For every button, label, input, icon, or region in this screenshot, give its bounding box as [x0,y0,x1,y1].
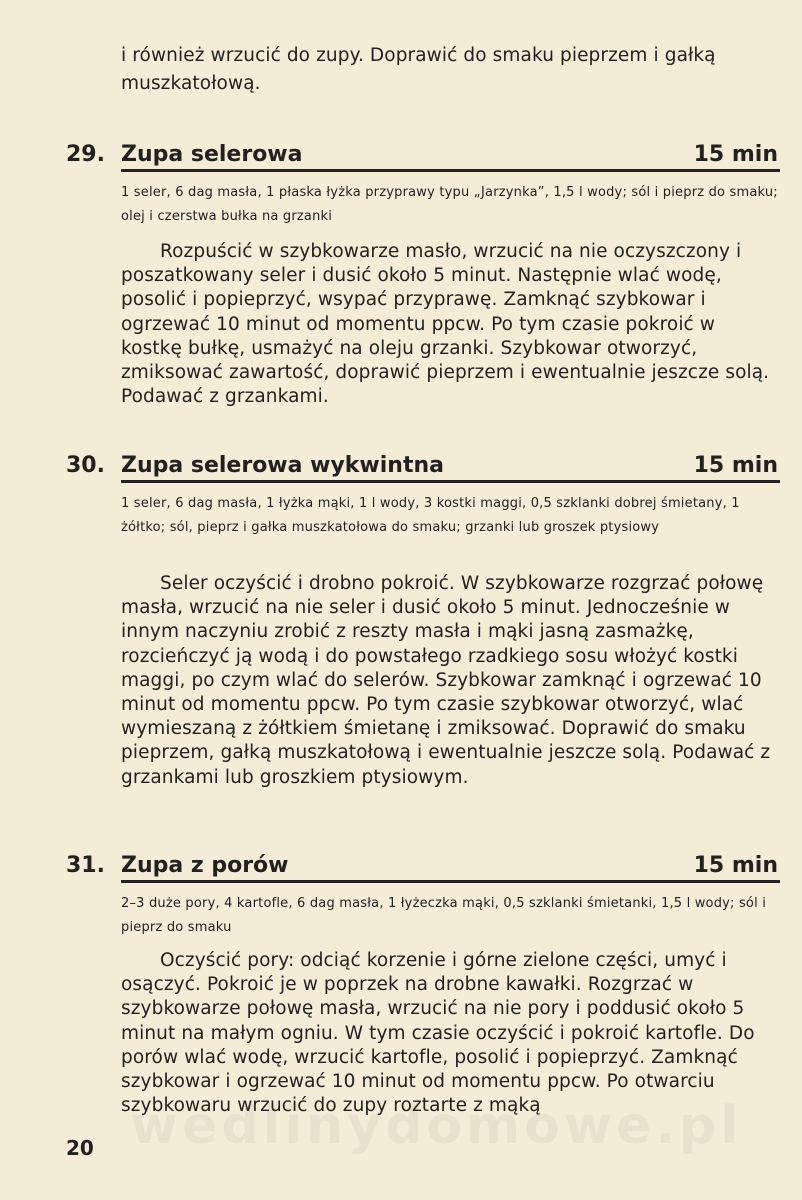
intro-text: i również wrzucić do zupy. Doprawić do smaku pieprzem i gałką muszkatołową. [121,45,716,94]
recipe-number: 29. [66,142,105,167]
title-underline [121,880,780,883]
recipe-number: 31. [66,853,105,878]
method-text: Rozpuścić w szybkowarze masło, wrzucić na nie oczyszczony i poszatkowany seler i dusić około 5 minut. Następnie wlać wodę, posolić i popieprzyć, wsypać przyprawę. Zamknąć szybkowar i ogrzewać 10 minut od momentu ppcw. Po tym czasie pokroić w kostkę bułkę, usmażyć na oleju grzanki. Szybkowar otworzyć, zmiksować zawartość, doprawić pieprzem i ewentualnie jeszcze solą. Podawać z grzankami. [121,241,770,408]
title-underline [121,169,780,172]
recipe-time: 15 min [693,453,778,478]
ingredients: 1 seler, 6 dag masła, 1 płaska łyżka przyprawy typu „Jarzynka”, 1,5 l wody; sól i pieprz do smaku; olej i czerstwa bułka na grzanki [121,185,778,224]
method-text: Oczyścić pory: odciąć korzenie i górne zielone części, umyć i osączyć. Pokroić je w poprzek na drobne kawałki. Rozgrzać w szybkowarze połowę masła, wrzucić na nie pory i poddusić około 5 minut na małym ogniu. W tym czasie oczyścić i pokroić kartofle. Do porów wlać wodę, wrzucić kartofle, posolić i popieprzyć. Zamknąć szybkowar i ogrzewać 10 minut od momentu ppcw. Po otwarciu szybkowaru wrzucić do zupy roztarte z mąką [121,950,755,1117]
recipe-title: Zupa selerowa [121,142,303,167]
recipe-time: 15 min [693,142,778,167]
recipe-time: 15 min [693,853,778,878]
ingredients: 1 seler, 6 dag masła, 1 łyżka mąki, 1 l wody, 3 kostki maggi, 0,5 szklanki dobrej śmietany, 1 żółtko; sól, pieprz i gałka muszkatołowa do smaku; grzanki lub groszek ptysiowy [121,496,740,535]
title-underline [121,480,780,483]
recipe-title: Zupa selerowa wykwintna [121,453,444,478]
recipe-number: 30. [66,453,105,478]
method-text: Seler oczyścić i drobno pokroić. W szybkowarze rozgrzać połowę masła, wrzucić na nie seler i dusić około 5 minut. Jednocześnie w innym naczyniu zrobić z reszty masła i mąki jasną zasmażkę, rozcieńczyć ją wodą i do powstałego rzadkiego sosu włożyć kostki maggi, po czym wlać do selerów. Szybkowar zamknąć i ogrzewać 10 minut od momentu ppcw. Po tym czasie szybkowar otworzyć, wlać wymieszaną z żółtkiem śmietanę i zmiksować. Doprawić do smaku pieprzem, gałką muszkatołową i ewentualnie jeszcze solą. Podawać z grzankami lub groszkiem ptysiowym. [121,573,771,788]
page-number: 20 [66,1136,94,1160]
ingredients: 2–3 duże pory, 4 kartofle, 6 dag masła, 1 łyżeczka mąki, 0,5 szklanki śmietanki, 1,5 l wody; sól i pieprz do smaku [121,896,767,935]
recipe-title: Zupa z porów [121,853,289,878]
